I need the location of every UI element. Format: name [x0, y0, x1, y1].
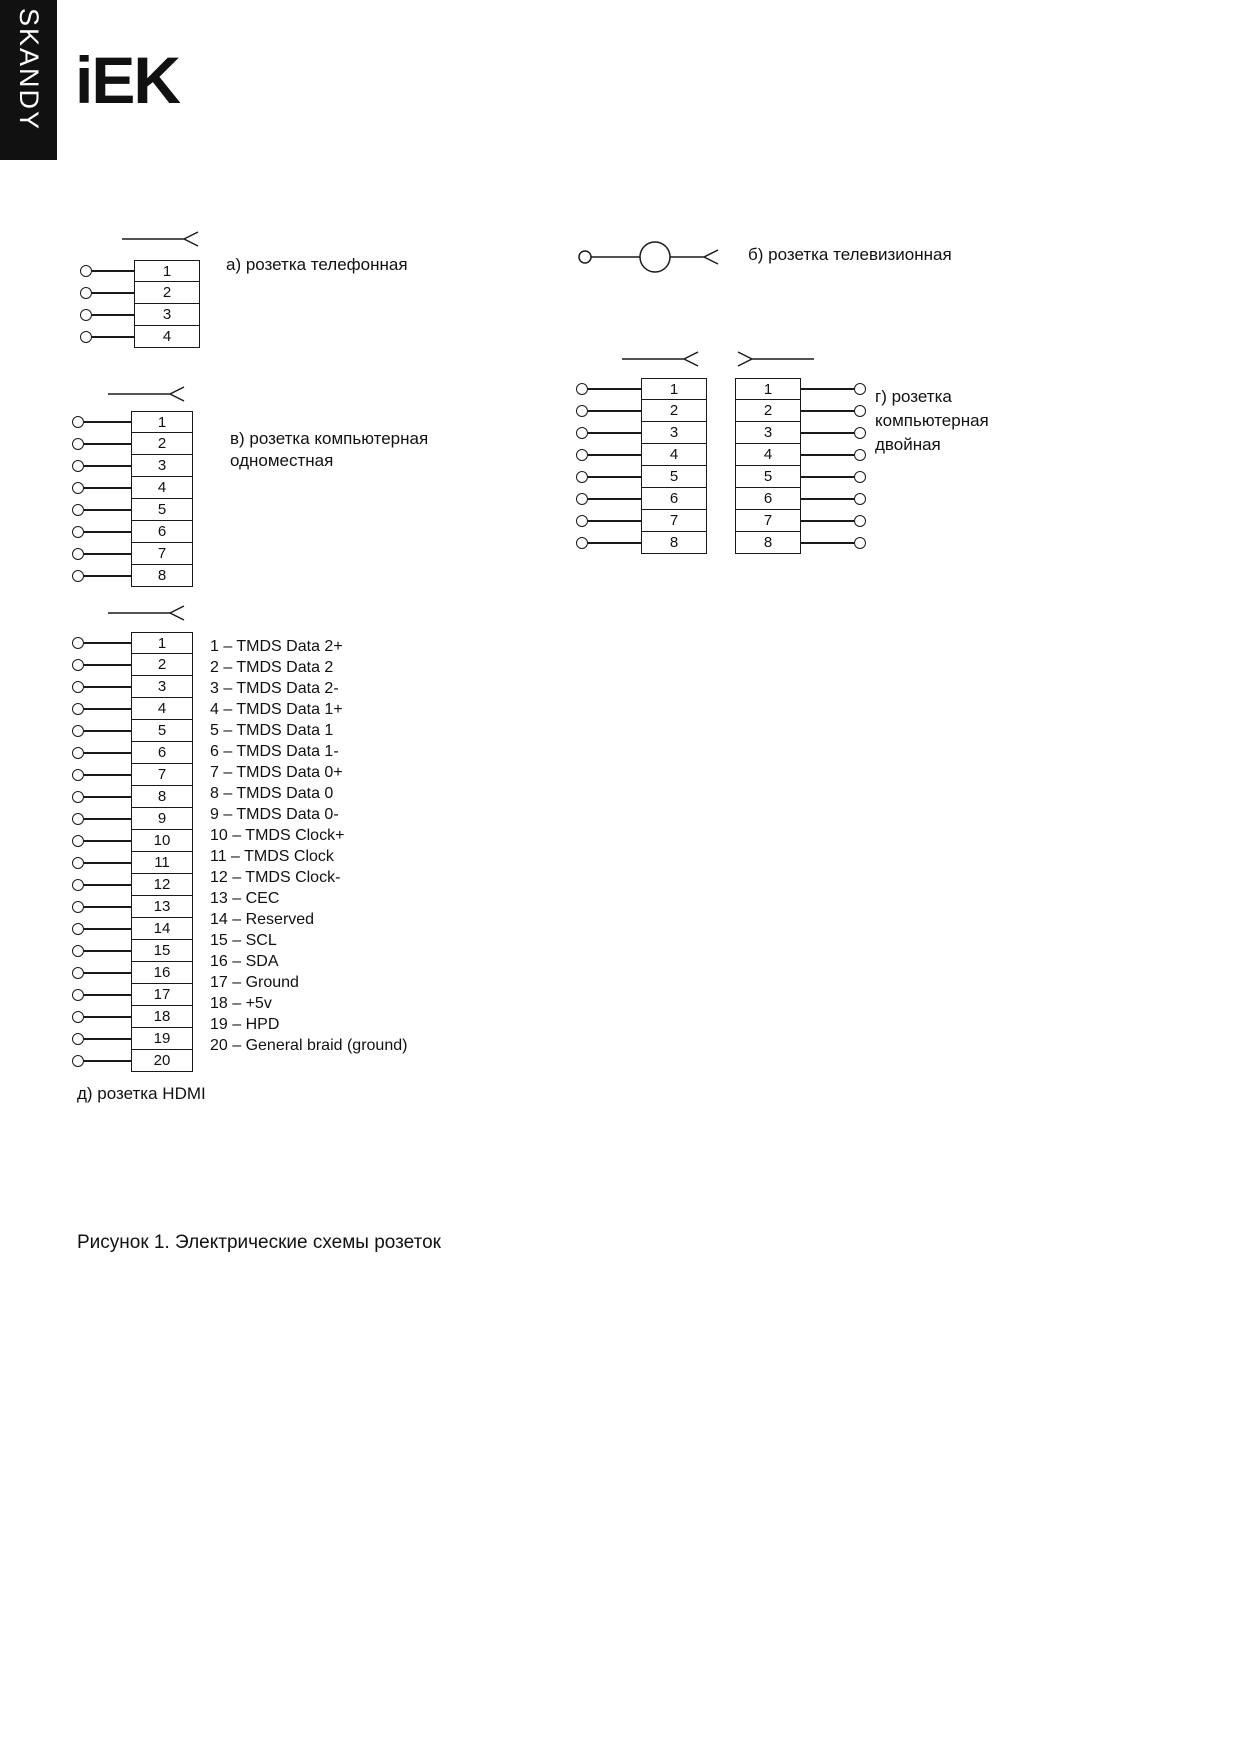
wire-line — [801, 476, 854, 478]
terminal-circle-icon — [80, 265, 92, 277]
pin-cell: 3 — [134, 304, 200, 326]
tv-socket-icon — [576, 240, 726, 274]
legend-item: 2 – TMDS Data 2 — [210, 659, 334, 676]
terminal-circle-icon — [72, 791, 84, 803]
wire-line — [84, 840, 131, 842]
wire-line — [84, 796, 131, 798]
pin-row — [72, 565, 193, 587]
wire-line — [84, 531, 131, 533]
wire-line — [801, 542, 854, 544]
wire-line — [84, 928, 131, 930]
legend-item: 16 – SDA — [210, 953, 279, 970]
pin-row — [72, 632, 193, 654]
hdmi-pin-rows — [72, 632, 193, 1072]
pin-cell: 5 — [131, 499, 193, 521]
plug-fork-icon-mirrored — [734, 350, 814, 368]
pin-cell: 11 — [131, 852, 193, 874]
wire-line — [84, 862, 131, 864]
legend-item: 20 – General braid (ground) — [210, 1037, 408, 1054]
terminal-circle-icon — [576, 383, 588, 395]
terminal-circle-icon — [72, 747, 84, 759]
legend-item: 13 – CEC — [210, 890, 280, 907]
label-computer-single-socket — [230, 428, 428, 472]
legend-item: 12 – TMDS Clock- — [210, 869, 341, 886]
computer-single-pin-rows — [72, 411, 193, 587]
pin-cell-right: 7 — [735, 510, 801, 532]
pin-cell: 19 — [131, 1028, 193, 1050]
hdmi-pin-legend — [210, 636, 407, 1056]
wire-line — [84, 575, 131, 577]
pin-cell-left: 2 — [641, 400, 707, 422]
terminal-circle-icon — [72, 681, 84, 693]
pin-cell: 13 — [131, 896, 193, 918]
brand-sidebar — [0, 0, 57, 160]
label-hdmi-socket: д) розетка HDMI — [77, 1084, 206, 1103]
wire-line — [84, 1060, 131, 1062]
pin-cell: 6 — [131, 742, 193, 764]
pin-cell: 7 — [131, 764, 193, 786]
pin-cell-left: 4 — [641, 444, 707, 466]
pin-row — [80, 282, 200, 304]
pin-row — [72, 499, 193, 521]
terminal-circle-icon — [72, 416, 84, 428]
label-line: двойная — [875, 435, 941, 454]
terminal-circle-icon — [80, 287, 92, 299]
legend-item: 3 – TMDS Data 2- — [210, 680, 339, 697]
iek-logo: iEK — [75, 43, 180, 117]
brand-vertical-text: SKANDY — [14, 8, 44, 132]
legend-item: 19 – HPD — [210, 1016, 280, 1033]
pin-row — [72, 940, 193, 962]
pin-cell: 2 — [131, 433, 193, 455]
pin-cell: 8 — [131, 565, 193, 587]
pin-row — [72, 918, 193, 940]
legend-item: 4 – TMDS Data 1+ — [210, 701, 343, 718]
terminal-circle-icon — [576, 405, 588, 417]
wire-line — [84, 664, 131, 666]
terminal-circle-icon — [72, 879, 84, 891]
terminal-circle-icon — [854, 427, 866, 439]
pin-cell: 18 — [131, 1006, 193, 1028]
wire-line — [84, 553, 131, 555]
wire-line — [588, 542, 641, 544]
pin-row — [72, 896, 193, 918]
label-line: одноместная — [230, 451, 334, 470]
terminal-circle-icon — [72, 1033, 84, 1045]
pin-cell-right: 2 — [735, 400, 801, 422]
pin-row — [72, 455, 193, 477]
pin-row — [72, 654, 193, 676]
terminal-circle-icon — [72, 725, 84, 737]
label-line: компьютерная — [875, 411, 989, 430]
pin-row — [72, 852, 193, 874]
pin-row — [80, 304, 200, 326]
pin-row — [72, 433, 193, 455]
pin-row — [72, 1028, 193, 1050]
legend-item: 15 – SCL — [210, 932, 277, 949]
pin-cell: 8 — [131, 786, 193, 808]
pin-row — [72, 786, 193, 808]
pin-cell: 4 — [131, 698, 193, 720]
pin-cell: 7 — [131, 543, 193, 565]
terminal-circle-icon — [72, 769, 84, 781]
terminal-circle-icon — [72, 813, 84, 825]
pin-row — [72, 808, 193, 830]
wire-line — [92, 336, 134, 338]
terminal-circle-icon — [72, 504, 84, 516]
terminal-circle-icon — [72, 526, 84, 538]
label-tv-socket: б) розетка телевизионная — [748, 245, 952, 264]
pin-cell: 1 — [131, 411, 193, 433]
terminal-circle-icon — [72, 989, 84, 1001]
legend-item: 17 – Ground — [210, 974, 299, 991]
terminal-circle-icon — [576, 537, 588, 549]
pin-row — [576, 466, 866, 488]
pin-cell-right: 8 — [735, 532, 801, 554]
pin-cell-left: 5 — [641, 466, 707, 488]
pin-cell-right: 5 — [735, 466, 801, 488]
pin-cell: 3 — [131, 455, 193, 477]
wire-line — [84, 642, 131, 644]
pin-cell: 1 — [131, 632, 193, 654]
terminal-circle-icon — [80, 309, 92, 321]
pin-cell: 2 — [131, 654, 193, 676]
pin-row — [72, 1050, 193, 1072]
pin-cell: 16 — [131, 962, 193, 984]
wire-line — [588, 410, 641, 412]
pin-row — [72, 1006, 193, 1028]
wire-line — [84, 950, 131, 952]
label-telephone-socket: а) розетка телефонная — [226, 255, 408, 274]
wire-line — [84, 774, 131, 776]
figure-caption: Рисунок 1. Электрические схемы розеток — [77, 1232, 441, 1253]
pin-cell: 2 — [134, 282, 200, 304]
terminal-circle-icon — [576, 493, 588, 505]
wire-line — [92, 270, 134, 272]
wire-line — [84, 509, 131, 511]
terminal-circle-icon — [72, 703, 84, 715]
pin-row — [72, 962, 193, 984]
pin-cell: 5 — [131, 720, 193, 742]
pin-row — [72, 830, 193, 852]
pin-row — [576, 510, 866, 532]
pin-cell-left: 3 — [641, 422, 707, 444]
terminal-circle-icon — [854, 449, 866, 461]
pin-row — [80, 326, 200, 348]
pin-cell-right: 1 — [735, 378, 801, 400]
pin-row — [576, 422, 866, 444]
terminal-circle-icon — [72, 923, 84, 935]
legend-item: 14 – Reserved — [210, 911, 315, 928]
plug-fork-icon — [622, 350, 702, 368]
wire-line — [801, 388, 854, 390]
label-line: г) розетка — [875, 387, 952, 406]
wire-line — [588, 498, 641, 500]
computer-double-pin-rows — [576, 378, 866, 554]
wire-line — [84, 730, 131, 732]
wire-line — [588, 454, 641, 456]
pin-row — [576, 378, 866, 400]
pin-cell-right: 6 — [735, 488, 801, 510]
pin-cell: 10 — [131, 830, 193, 852]
wire-line — [84, 686, 131, 688]
terminal-circle-icon — [72, 570, 84, 582]
pin-row — [72, 411, 193, 433]
terminal-circle-icon — [72, 659, 84, 671]
legend-item: 5 – TMDS Data 1 — [210, 722, 334, 739]
wire-line — [588, 432, 641, 434]
pin-row — [72, 764, 193, 786]
wire-line — [84, 884, 131, 886]
pin-cell: 1 — [134, 260, 200, 282]
wire-line — [84, 708, 131, 710]
wire-line — [84, 421, 131, 423]
wire-line — [84, 465, 131, 467]
wire-line — [801, 454, 854, 456]
wire-line — [801, 498, 854, 500]
wire-line — [84, 752, 131, 754]
wire-line — [84, 994, 131, 996]
legend-item: 11 – TMDS Clock — [210, 848, 334, 865]
legend-item: 9 – TMDS Data 0- — [210, 806, 339, 823]
wire-line — [84, 972, 131, 974]
terminal-circle-icon — [854, 515, 866, 527]
terminal-circle-icon — [576, 515, 588, 527]
terminal-circle-icon — [72, 945, 84, 957]
pin-row — [72, 543, 193, 565]
terminal-circle-icon — [72, 438, 84, 450]
pin-cell: 4 — [134, 326, 200, 348]
pin-cell: 12 — [131, 874, 193, 896]
pin-row — [576, 444, 866, 466]
terminal-circle-icon — [854, 471, 866, 483]
plug-fork-icon — [108, 385, 188, 403]
terminal-circle-icon — [72, 857, 84, 869]
pin-cell-right: 3 — [735, 422, 801, 444]
terminal-circle-icon — [854, 537, 866, 549]
pin-row — [576, 400, 866, 422]
telephone-pin-rows — [80, 260, 200, 348]
legend-item: 1 – TMDS Data 2+ — [210, 638, 343, 655]
pin-cell-left: 1 — [641, 378, 707, 400]
terminal-circle-icon — [72, 482, 84, 494]
terminal-circle-icon — [576, 471, 588, 483]
wire-line — [92, 314, 134, 316]
terminal-circle-icon — [72, 967, 84, 979]
label-line: в) розетка компьютерная — [230, 429, 429, 448]
pin-cell: 20 — [131, 1050, 193, 1072]
pin-cell-left: 8 — [641, 532, 707, 554]
terminal-circle-icon — [72, 835, 84, 847]
pin-row — [72, 521, 193, 543]
wire-line — [588, 476, 641, 478]
plug-fork-icon — [122, 230, 202, 248]
pin-row — [72, 874, 193, 896]
wire-line — [801, 410, 854, 412]
terminal-circle-icon — [72, 1055, 84, 1067]
wire-line — [84, 1038, 131, 1040]
pin-row — [72, 720, 193, 742]
wire-line — [84, 1016, 131, 1018]
terminal-circle-icon — [72, 637, 84, 649]
wire-line — [84, 487, 131, 489]
pin-cell: 17 — [131, 984, 193, 1006]
terminal-circle-icon — [72, 460, 84, 472]
pin-row — [72, 698, 193, 720]
terminal-circle-icon — [576, 449, 588, 461]
pin-cell: 15 — [131, 940, 193, 962]
pin-row — [72, 477, 193, 499]
plug-fork-icon — [108, 604, 188, 622]
wire-line — [84, 443, 131, 445]
wire-line — [84, 818, 131, 820]
legend-item: 6 – TMDS Data 1- — [210, 743, 339, 760]
terminal-circle-icon — [80, 331, 92, 343]
pin-cell: 9 — [131, 808, 193, 830]
pin-cell: 14 — [131, 918, 193, 940]
pin-row — [72, 676, 193, 698]
terminal-circle-icon — [72, 1011, 84, 1023]
pin-cell-right: 4 — [735, 444, 801, 466]
terminal-circle-icon — [576, 427, 588, 439]
wire-line — [92, 292, 134, 294]
pin-cell-left: 7 — [641, 510, 707, 532]
pin-row — [72, 742, 193, 764]
terminal-circle-icon — [854, 383, 866, 395]
wire-line — [84, 906, 131, 908]
pin-cell: 4 — [131, 477, 193, 499]
wire-line — [588, 388, 641, 390]
label-computer-double-socket — [875, 385, 989, 457]
pin-row — [72, 984, 193, 1006]
pin-row — [576, 532, 866, 554]
pin-cell-left: 6 — [641, 488, 707, 510]
wire-line — [801, 520, 854, 522]
terminal-circle-icon — [854, 493, 866, 505]
legend-item: 18 – +5v — [210, 995, 272, 1012]
pin-cell: 3 — [131, 676, 193, 698]
pin-row — [576, 488, 866, 510]
wire-line — [801, 432, 854, 434]
wire-line — [588, 520, 641, 522]
legend-item: 7 – TMDS Data 0+ — [210, 764, 343, 781]
terminal-circle-icon — [72, 548, 84, 560]
terminal-circle-icon — [854, 405, 866, 417]
legend-item: 10 – TMDS Clock+ — [210, 827, 345, 844]
pin-row — [80, 260, 200, 282]
pin-cell: 6 — [131, 521, 193, 543]
terminal-circle-icon — [72, 901, 84, 913]
legend-item: 8 – TMDS Data 0 — [210, 785, 334, 802]
